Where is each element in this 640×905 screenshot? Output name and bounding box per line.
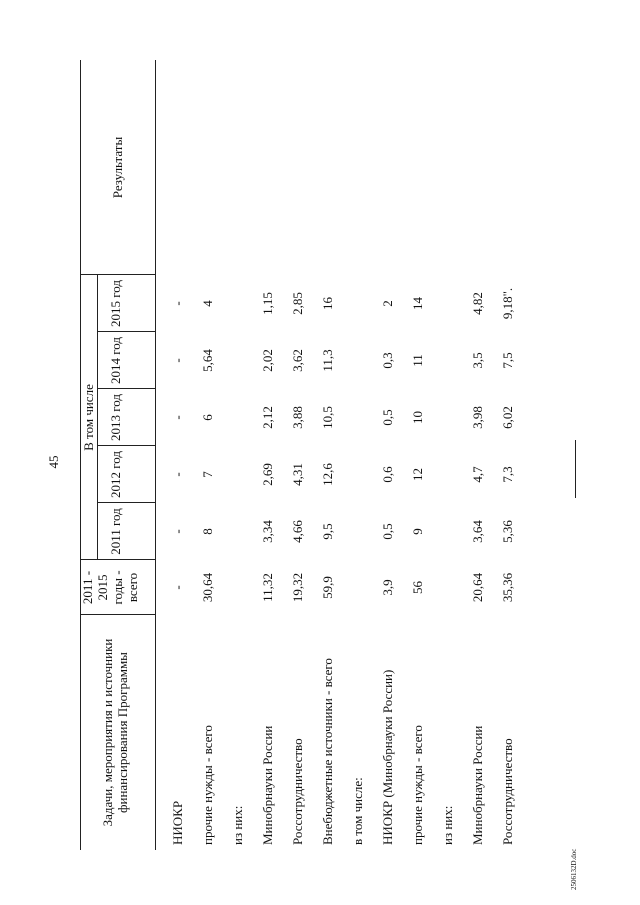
row-year-value: 11 — [410, 354, 425, 367]
row-year-value: 7,3 — [500, 466, 515, 483]
row-year-value: 2,02 — [260, 349, 275, 372]
years-line — [97, 275, 98, 560]
row-year-value: - — [170, 301, 185, 306]
row-year-value: - — [170, 358, 185, 363]
row-label: прочие нужды - всего — [200, 725, 215, 845]
header-bottom-border — [155, 60, 156, 850]
row-label: из них: — [440, 805, 455, 845]
row-label: прочие нужды - всего — [410, 725, 425, 845]
row-year-value: 12,6 — [320, 463, 335, 486]
row-year-value: 3,98 — [470, 406, 485, 429]
row-year-value: - — [170, 529, 185, 534]
row-year-value: 3,62 — [290, 349, 305, 372]
row-year-value: 0,6 — [380, 466, 395, 483]
header-year: 2012 год — [108, 451, 123, 498]
row-year-value: 6,02 — [500, 406, 515, 429]
header-year: 2011 год — [108, 508, 123, 555]
row-total: 11,32 — [260, 573, 275, 602]
header-results: Результаты — [110, 136, 125, 199]
row-year-value: 5,36 — [500, 520, 515, 543]
year-divider — [97, 445, 155, 446]
row-total: 20,64 — [470, 572, 485, 603]
row-year-value: 3,5 — [470, 352, 485, 369]
row-label: НИОКР (Минобрнауки России) — [380, 669, 395, 845]
row-year-value: - — [170, 415, 185, 420]
row-year-value: 3,34 — [260, 520, 275, 543]
row-year-value: 11,3 — [320, 349, 335, 372]
page-number: 45 — [46, 455, 61, 469]
row-total: 56 — [410, 581, 425, 594]
row-year-value: 14 — [410, 297, 425, 310]
row-year-value: 7,5 — [500, 352, 515, 369]
row-year-value: 5,64 — [200, 349, 215, 372]
year-divider — [97, 388, 155, 389]
row-year-value: 4,31 — [290, 463, 305, 486]
row-year-value: 7 — [200, 471, 215, 478]
row-total: 35,36 — [500, 572, 515, 603]
footer-filename: 2506132D.doc — [570, 848, 578, 890]
row-year-value: 2 — [380, 300, 395, 307]
row-total: 19,32 — [290, 572, 305, 603]
row-year-value: 0,5 — [380, 523, 395, 540]
row-year-value: 0,5 — [380, 409, 395, 426]
row-label: Внебюджетные источники - всего — [320, 658, 335, 845]
row-label: Россотрудничество — [500, 738, 515, 845]
row-label: Минобрнауки России — [260, 725, 275, 845]
row-total: 59,9 — [320, 576, 335, 599]
header-total: 2011 - 2015 годы - всего — [80, 570, 140, 605]
row-year-value: 10 — [410, 411, 425, 424]
row-label: Россотрудничество — [290, 738, 305, 845]
row-year-value: 16 — [320, 297, 335, 310]
row-total: - — [170, 585, 185, 590]
financing-table — [80, 60, 615, 850]
year-divider — [97, 502, 155, 503]
header-year: 2014 год — [108, 337, 123, 384]
row-year-value: 4,7 — [470, 466, 485, 483]
row-year-value: 4,66 — [290, 520, 305, 543]
row-year-value: 9,18". — [500, 287, 515, 320]
row-label: Минобрнауки России — [470, 725, 485, 845]
row-label: из них: — [230, 805, 245, 845]
row-year-value: 0,3 — [380, 352, 395, 369]
row-label: в том числе: — [350, 777, 365, 845]
row-year-value: 10,5 — [320, 406, 335, 429]
header-in-that: В том числе — [81, 384, 96, 451]
header-tasks: Задачи, мероприятия и источники финансирования Программы — [100, 638, 130, 827]
row-total: 30,64 — [200, 572, 215, 603]
header-year: 2015 год — [108, 280, 123, 327]
row-year-value: 2,69 — [260, 463, 275, 486]
row-year-value: 3,88 — [290, 406, 305, 429]
row-year-value: 12 — [410, 468, 425, 481]
row-year-value: 8 — [200, 528, 215, 535]
row-year-value: 9 — [410, 528, 425, 535]
row-year-value: - — [170, 472, 185, 477]
row-year-value: 1,15 — [260, 292, 275, 315]
row-year-value: 2,85 — [290, 292, 305, 315]
row-label: НИОКР — [170, 800, 185, 845]
row-year-value: 4 — [200, 300, 215, 307]
header-year: 2013 год — [108, 394, 123, 441]
row-year-value: 3,64 — [470, 520, 485, 543]
row-year-value: 6 — [200, 414, 215, 421]
row-year-value: 4,82 — [470, 292, 485, 315]
row-total: 3,9 — [380, 579, 395, 596]
year-divider — [97, 331, 155, 332]
row-year-value: 9,5 — [320, 523, 335, 540]
row-year-value: 2,12 — [260, 406, 275, 429]
